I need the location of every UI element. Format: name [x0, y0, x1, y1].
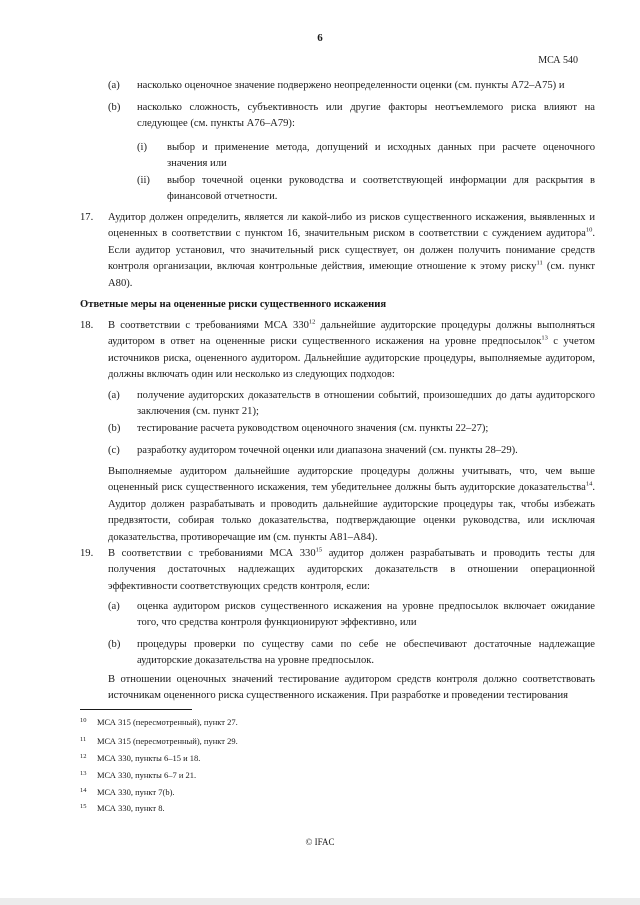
footnote-text: МСА 330, пункт 8.	[97, 803, 165, 813]
list-item-text: тестирование расчета руководством оценочного значения (см. пункты 22–27);	[137, 423, 489, 434]
list-item-text: насколько оценочное значение подвержено неопределенности оценки (см. пункты А72–А75) и	[137, 80, 565, 91]
page-number: 6	[317, 32, 323, 44]
footnote-number: 11	[80, 736, 87, 743]
paragraph-number: 17.	[80, 212, 94, 223]
paragraph-text: (см. пункт А80).	[108, 261, 596, 289]
footnote-ref: 11	[536, 259, 543, 267]
paragraph-text: В соответствии с требованиями МСА 330	[108, 548, 316, 559]
paragraph-19-continuation: В отношении оценочных значений тестирование аудитором средств контроля должно соответствовать источникам оцененного риска существенного искажения. При разработке и проведении тестирования	[108, 674, 595, 702]
paragraph-number: 19.	[80, 548, 94, 559]
standard-reference: МСА 540	[538, 55, 578, 66]
footnote-number: 12	[80, 753, 87, 760]
list-item-text: получение аудиторских доказательств в отношении событий, произошедших до даты аудиторского заключения (см. пункт 21);	[137, 390, 595, 418]
footnote-ref: 10	[585, 226, 593, 234]
paragraph-text: с учетом источников риска, оцененного аудитором. Дальнейшие аудиторские процедуры, выполняемые аудитором, должны включать один или несколько из следующих подходов:	[108, 336, 595, 381]
footnote-text: МСА 330, пункты 6–7 и 21.	[97, 770, 197, 780]
list-label: (i)	[137, 142, 147, 153]
list-item-text: выбор и применение метода, допущений и исходных данных при расчете оценочного значения или	[167, 142, 595, 170]
footnote-text: МСА 330, пункт 7(b).	[97, 787, 175, 797]
footnote-ref: 14	[585, 480, 593, 488]
paragraph-text: В соответствии с требованиями МСА 330	[108, 320, 309, 331]
paragraph-text: Выполняемые аудитором дальнейшие аудиторские процедуры должны учитывать, что, чем выше оцененный риск существенного искажения, тем убедительнее должны быть аудиторские доказательства	[108, 466, 595, 494]
footnote-text: МСА 330, пункты 6–15 и 18.	[97, 753, 201, 763]
paragraph-text: . Аудитор должен разрабатывать и проводить дальнейшие аудиторские процедуры так, чтобы избежать предвзятости, собирая только доказательства, подтверждающие оценки руководства, или исключая доказательства, противоречащие им (см. пункты А81–А84).	[108, 482, 595, 543]
footnote-ref: 13	[541, 334, 548, 342]
paragraph-text: Аудитор должен определить, является ли какой-либо из рисков существенного искажения, выявленных и оцененных в соответствии с пунктом 16, значительным риском в соответствии с суждением аудитора	[108, 212, 595, 240]
paragraph-18-continuation	[108, 464, 595, 546]
footnote-number: 15	[80, 803, 87, 810]
paragraph-text: аудитор должен разрабатывать и проводить тесты для получения достаточных надлежащих аудиторских доказательств в отношении операционной эффективности соответствующих средств контроля, если:	[108, 548, 596, 592]
list-label: (c)	[108, 445, 120, 456]
footnote-text: МСА 315 (пересмотренный), пункт 29.	[97, 736, 238, 746]
list-item-text: оценка аудитором рисков существенного искажения на уровне предпосылок включает ожидание того, что средства контроля функционируют эффективно, или	[137, 601, 595, 629]
list-item-text: процедуры проверки по существу сами по себе не обеспечивают достаточные надлежащие аудиторские доказательства на уровне предпосылок.	[137, 639, 595, 667]
paragraph-19	[108, 546, 595, 595]
copyright-footer: © IFAC	[305, 837, 335, 847]
paragraph-17	[108, 210, 595, 292]
list-label: (b)	[108, 423, 121, 434]
list-item-text: насколько сложность, субъективность или другие факторы неотъемлемого риска влияют на следующее (см. пункты А76–А79):	[137, 102, 595, 130]
list-item-text: разработку аудитором точечной оценки или диапазона значений (см. пункты 28–29).	[137, 445, 518, 456]
footnote-text: МСА 315 (пересмотренный), пункт 27.	[97, 717, 238, 727]
section-heading: Ответные меры на оцененные риски существенного искажения	[80, 299, 387, 310]
list-label: (ii)	[137, 175, 150, 186]
list-label: (a)	[108, 80, 120, 91]
footnote-number: 13	[80, 770, 87, 777]
list-item-text: выбор точечной оценки руководства и соответствующей информации для раскрытия в финансовой отчетности.	[167, 175, 595, 203]
footnote-ref: 12	[308, 318, 316, 326]
footnote-divider	[80, 709, 192, 710]
paragraph-text: дальнейшие аудиторские процедуры должны выполняться аудитором в ответ на оцененные риски существенного искажения на уровне предпосылок	[108, 320, 595, 348]
paragraph-18	[108, 318, 595, 384]
footnote-number: 10	[80, 717, 87, 724]
list-label: (b)	[108, 639, 121, 650]
list-label: (b)	[108, 102, 121, 113]
footnote-number: 14	[80, 787, 87, 794]
scan-edge	[0, 898, 640, 905]
list-label: (a)	[108, 601, 120, 612]
paragraph-text: . Если аудитор установил, что значительный риск существует, он должен получить понимание средств контроля организации, включая контрольные действия, имеющие отношение к этому риску	[108, 228, 595, 273]
paragraph-number: 18.	[80, 320, 94, 331]
footnote-ref: 15	[315, 546, 323, 554]
list-label: (a)	[108, 390, 120, 401]
